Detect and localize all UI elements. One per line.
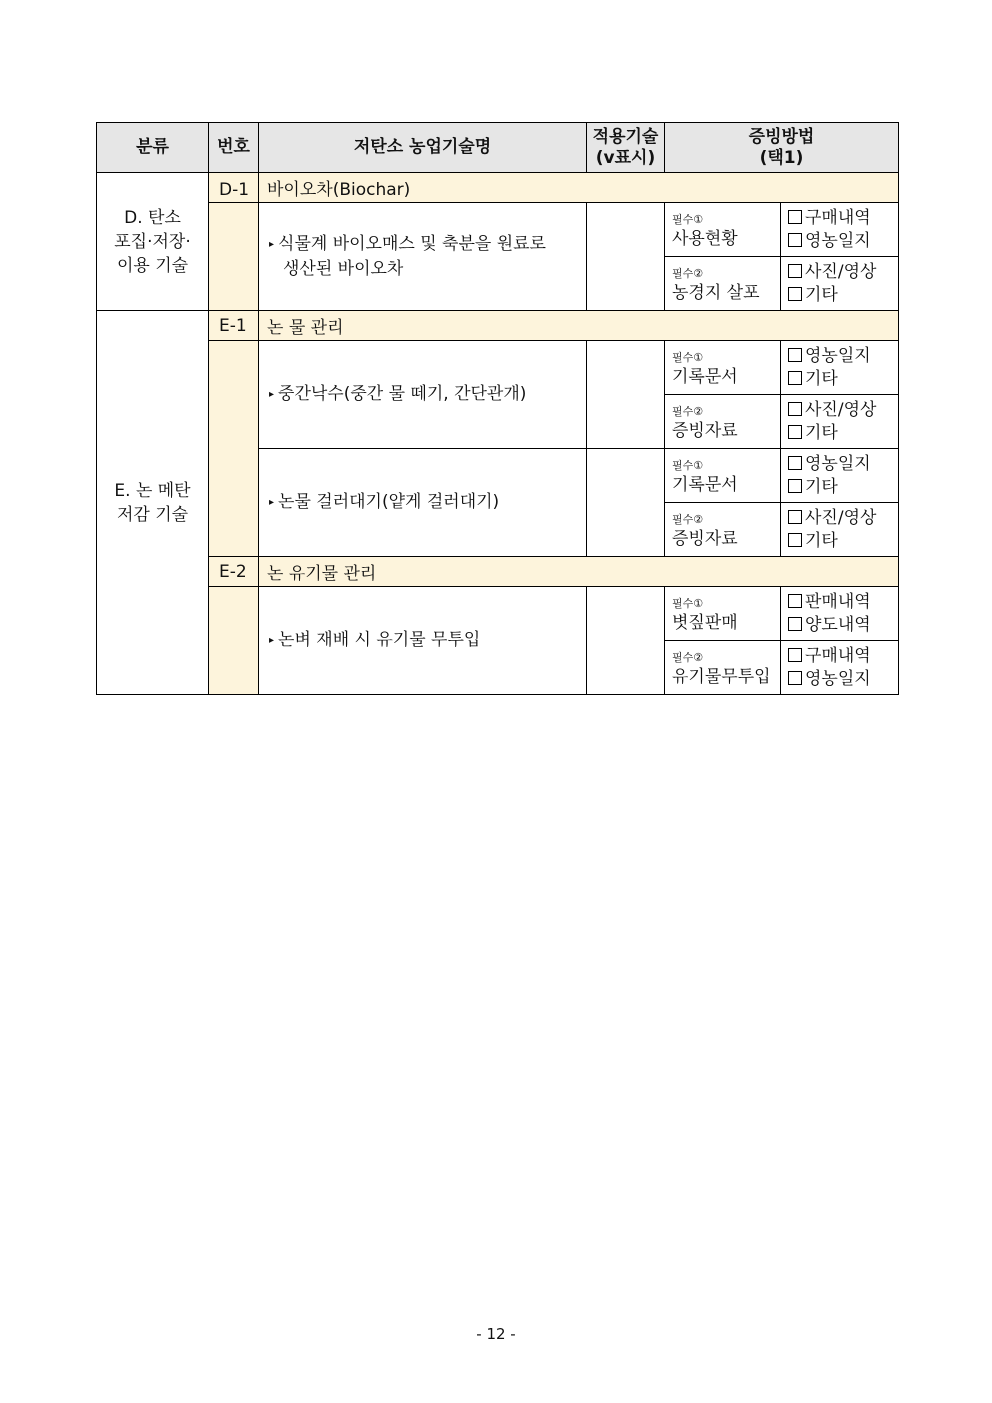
checkbox-icon[interactable]	[788, 264, 802, 278]
page-number: - 12 -	[476, 1325, 516, 1343]
bullet-icon: ▸	[269, 389, 275, 400]
evidence-options	[781, 395, 899, 449]
code-e1: E-1	[209, 311, 259, 341]
tech-item-no-organic-input: ▸ 논벼 재배 시 유기물 무투입	[259, 587, 587, 695]
evidence-options	[781, 341, 899, 395]
option-checkbox[interactable]: 구매내역	[788, 645, 898, 668]
applied-checkbox-cell[interactable]	[587, 449, 665, 557]
option-checkbox[interactable]: 사진/영상	[788, 261, 898, 284]
evidence-options	[781, 503, 899, 557]
checkbox-icon[interactable]	[788, 510, 802, 524]
applied-checkbox-cell[interactable]	[587, 203, 665, 311]
code-e1-continued	[209, 341, 259, 557]
checkbox-icon[interactable]	[788, 371, 802, 385]
bullet-icon: ▸	[269, 635, 275, 646]
code-e2-continued	[209, 587, 259, 695]
option-checkbox[interactable]: 기타	[788, 284, 898, 307]
checkbox-icon[interactable]	[788, 648, 802, 662]
evidence-options	[781, 641, 899, 695]
checkbox-icon[interactable]	[788, 210, 802, 224]
header-evidence: 증빙방법 (택1)	[665, 123, 899, 173]
checkbox-icon[interactable]	[788, 617, 802, 631]
evidence-options	[781, 449, 899, 503]
option-checkbox[interactable]: 사진/영상	[788, 507, 898, 530]
evidence-label: 필수① 볏짚판매	[665, 587, 781, 641]
evidence-label: 필수① 기록문서	[665, 449, 781, 503]
checkbox-icon[interactable]	[788, 479, 802, 493]
option-checkbox[interactable]: 기타	[788, 368, 898, 391]
option-checkbox[interactable]: 양도내역	[788, 614, 898, 637]
bullet-icon: ▸	[269, 497, 275, 508]
bullet-icon: ▸	[269, 238, 275, 250]
low-carbon-tech-table	[96, 122, 899, 695]
evidence-label: 필수② 증빙자료	[665, 503, 781, 557]
option-checkbox[interactable]: 구매내역	[788, 207, 898, 230]
code-d1-continued	[209, 203, 259, 311]
checkbox-icon[interactable]	[788, 533, 802, 547]
option-checkbox[interactable]: 기타	[788, 476, 898, 499]
applied-checkbox-cell[interactable]	[587, 587, 665, 695]
header-category: 분류	[97, 123, 209, 173]
option-checkbox[interactable]: 영농일지	[788, 453, 898, 476]
option-checkbox[interactable]: 판매내역	[788, 591, 898, 614]
checkbox-icon[interactable]	[788, 456, 802, 470]
group-title-d1: 바이오차(Biochar)	[259, 173, 899, 203]
code-d1: D-1	[209, 173, 259, 203]
group-title-e1: 논 물 관리	[259, 311, 899, 341]
checkbox-icon[interactable]	[788, 425, 802, 439]
evidence-label: 필수② 농경지 살포	[665, 257, 781, 311]
evidence-options	[781, 203, 899, 257]
evidence-options	[781, 257, 899, 311]
header-number: 번호	[209, 123, 259, 173]
tech-item-mid-drainage: ▸ 중간낙수(중간 물 떼기, 간단관개)	[259, 341, 587, 449]
option-checkbox[interactable]: 영농일지	[788, 345, 898, 368]
group-title-e2: 논 유기물 관리	[259, 557, 899, 587]
option-checkbox[interactable]: 영농일지	[788, 230, 898, 253]
code-e2: E-2	[209, 557, 259, 587]
applied-checkbox-cell[interactable]	[587, 341, 665, 449]
checkbox-icon[interactable]	[788, 671, 802, 685]
option-checkbox[interactable]: 기타	[788, 422, 898, 445]
evidence-options	[781, 587, 899, 641]
evidence-label: 필수① 기록문서	[665, 341, 781, 395]
checkbox-icon[interactable]	[788, 348, 802, 362]
evidence-label: 필수① 사용현황	[665, 203, 781, 257]
evidence-label: 필수② 유기물무투입	[665, 641, 781, 695]
checkbox-icon[interactable]	[788, 402, 802, 416]
header-tech-name: 저탄소 농업기술명	[259, 123, 587, 173]
option-checkbox[interactable]: 기타	[788, 530, 898, 553]
tech-item-intermittent-irrigation: ▸ 논물 걸러대기(얕게 걸러대기)	[259, 449, 587, 557]
category-e: E. 논 메탄 저감 기술	[97, 311, 209, 695]
option-checkbox[interactable]: 영농일지	[788, 668, 898, 691]
header-applied: 적용기술 (v표시)	[587, 123, 665, 173]
category-d: D. 탄소 포집·저장· 이용 기술	[97, 173, 209, 311]
checkbox-icon[interactable]	[788, 233, 802, 247]
option-checkbox[interactable]: 사진/영상	[788, 399, 898, 422]
evidence-label: 필수② 증빙자료	[665, 395, 781, 449]
checkbox-icon[interactable]	[788, 594, 802, 608]
checkbox-icon[interactable]	[788, 287, 802, 301]
tech-item-biochar: ▸ 식물계 바이오매스 및 축분을 원료로 생산된 바이오차	[259, 203, 587, 311]
